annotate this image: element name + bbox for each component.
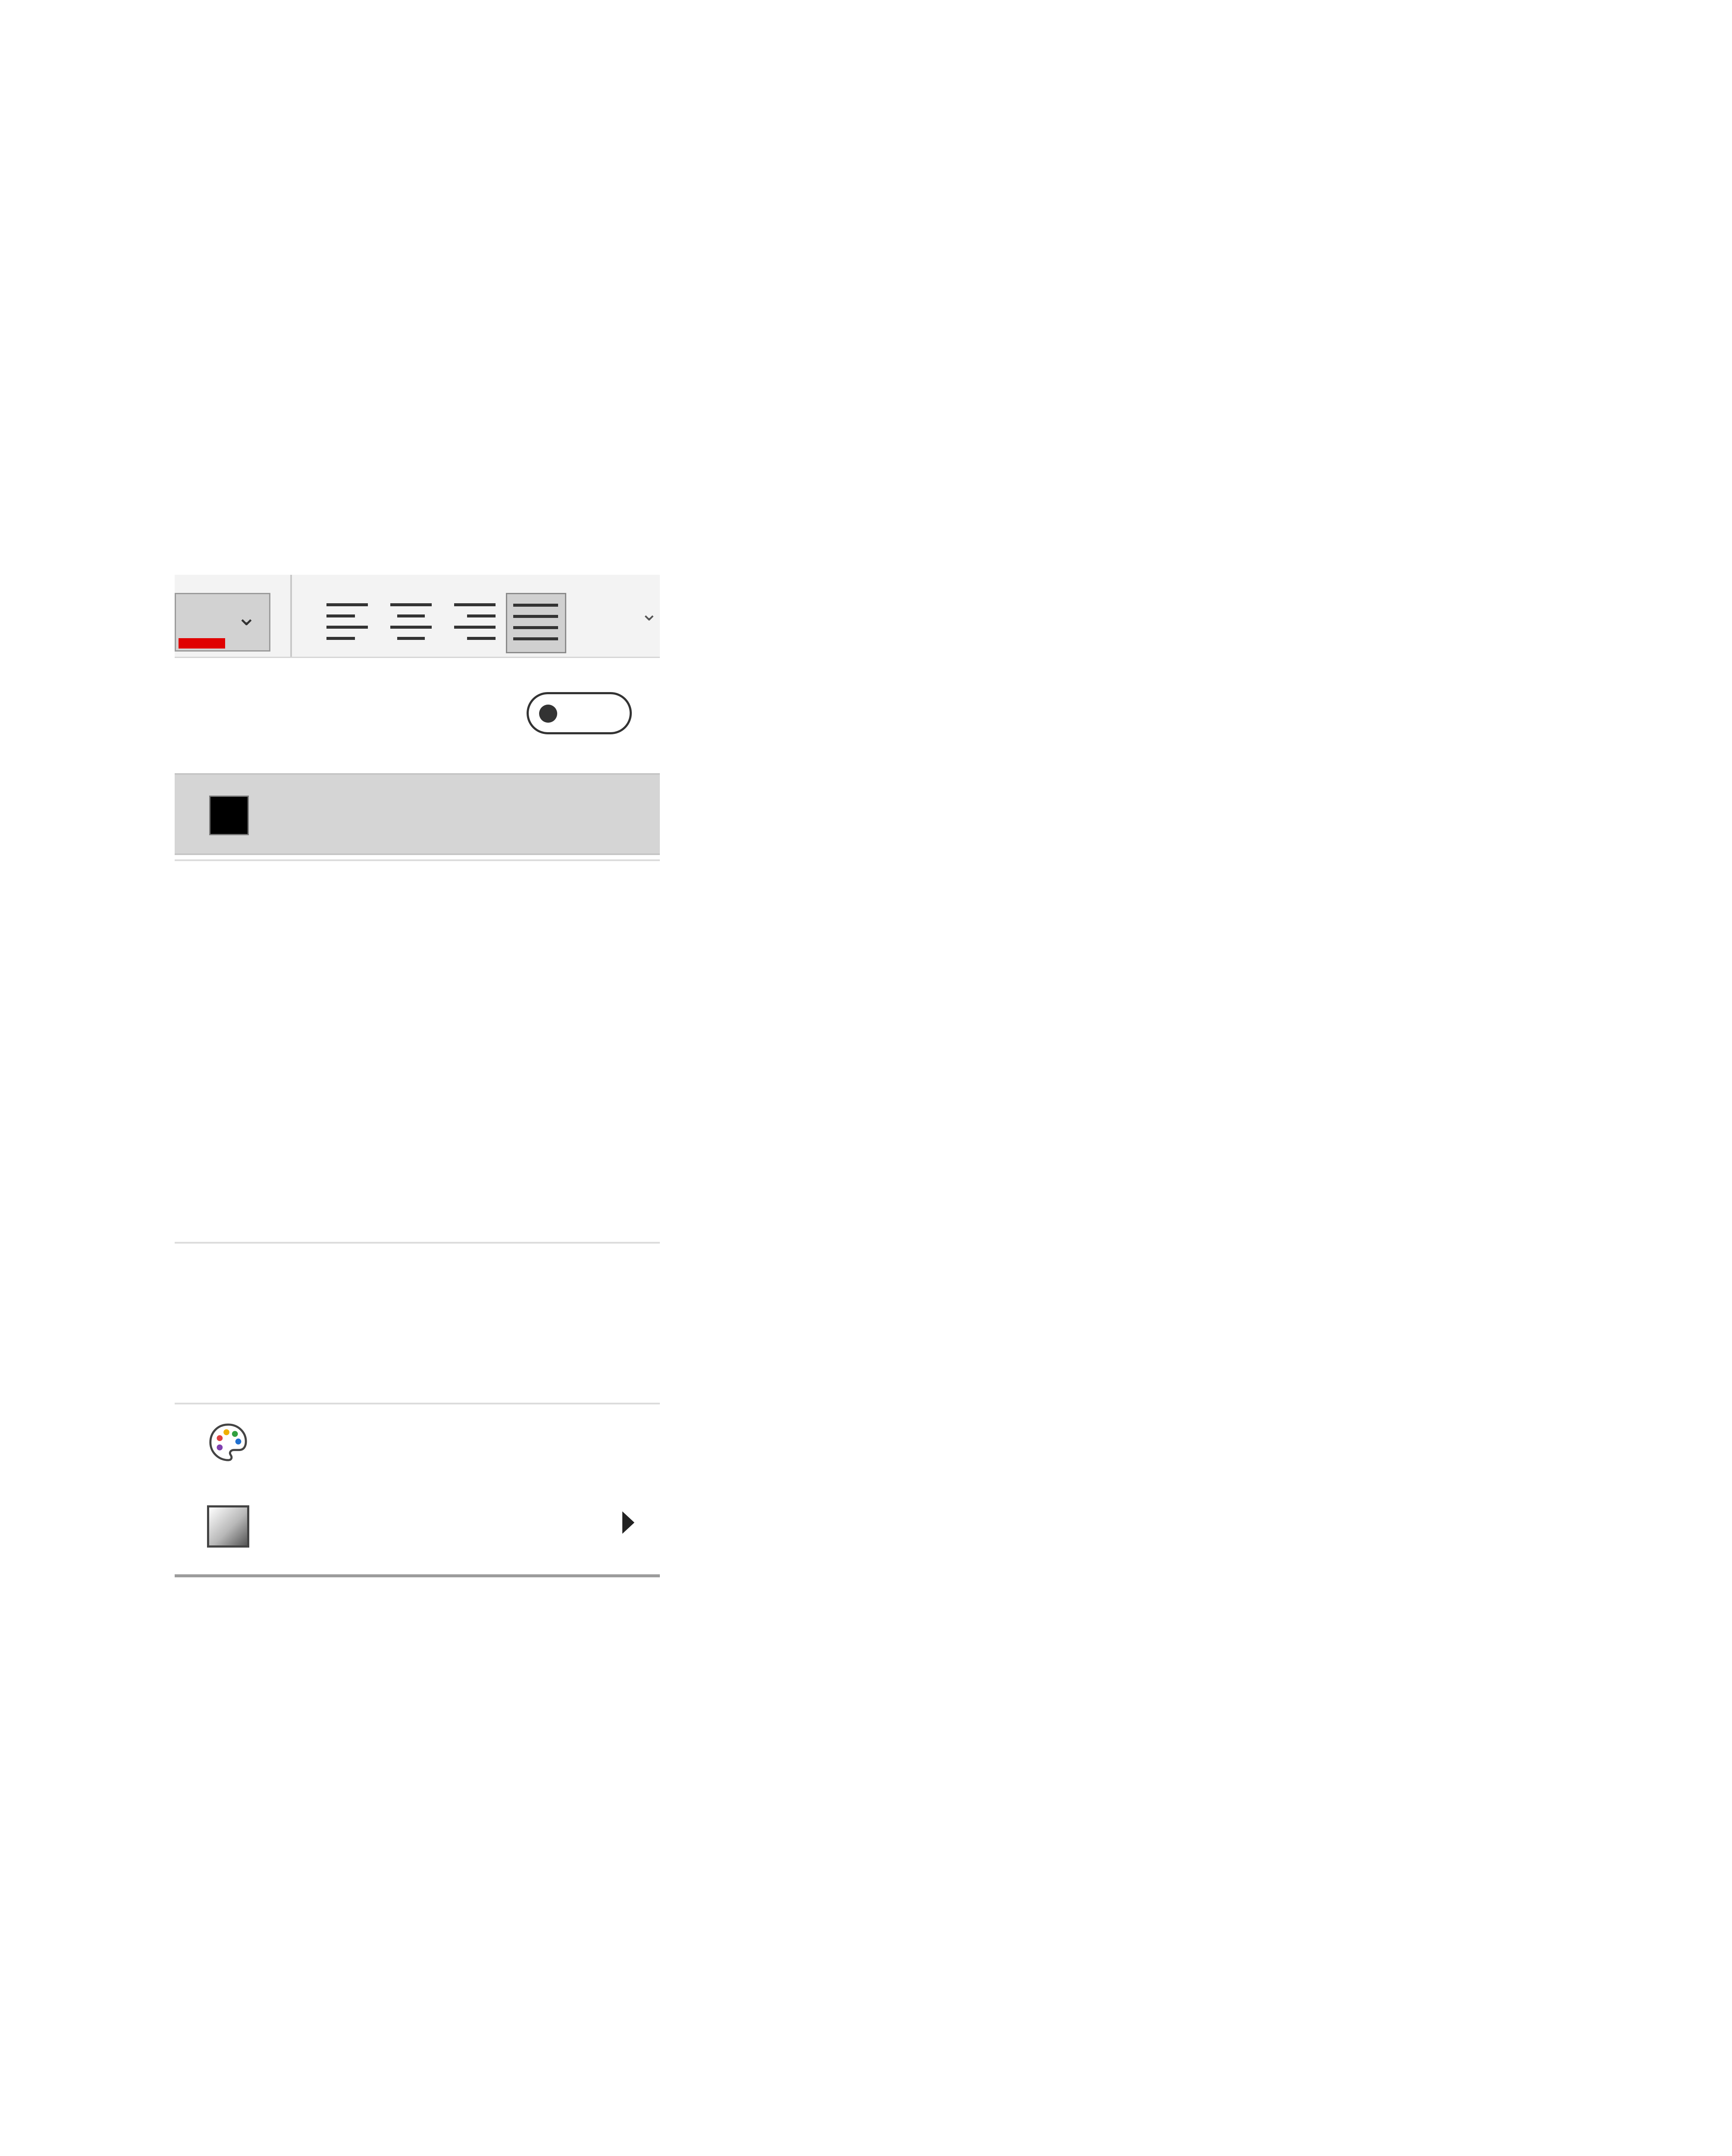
- justify-button[interactable]: [506, 593, 566, 653]
- palette-icon: [207, 1421, 249, 1463]
- divider: [175, 1242, 660, 1244]
- align-center-icon[interactable]: [390, 600, 435, 650]
- automatic-color-item[interactable]: [175, 773, 660, 855]
- font-color-bar: [179, 638, 225, 649]
- automatic-color-swatch: [209, 796, 249, 835]
- justify-icon: [513, 600, 558, 650]
- align-left-icon[interactable]: [326, 600, 371, 650]
- font-color-button[interactable]: [175, 593, 270, 652]
- submenu-arrow-icon: [622, 1511, 634, 1534]
- ribbon-separator: [290, 575, 292, 657]
- chevron-down-icon[interactable]: ⌄: [236, 603, 257, 630]
- line-spacing-chevron-icon[interactable]: ⌄: [640, 602, 658, 625]
- divider: [175, 859, 660, 861]
- gradient-icon: [207, 1505, 249, 1548]
- toggle-knob: [539, 705, 557, 723]
- dropdown-bottom-border: [175, 1574, 660, 1577]
- high-contrast-toggle[interactable]: [527, 692, 632, 734]
- more-colors-item[interactable]: [175, 1405, 660, 1470]
- ribbon-strip: [175, 575, 660, 658]
- gradient-item[interactable]: [175, 1489, 660, 1554]
- font-color-dropdown-screenshot: [175, 575, 660, 1579]
- divider: [175, 1403, 660, 1404]
- align-right-icon[interactable]: [454, 600, 499, 650]
